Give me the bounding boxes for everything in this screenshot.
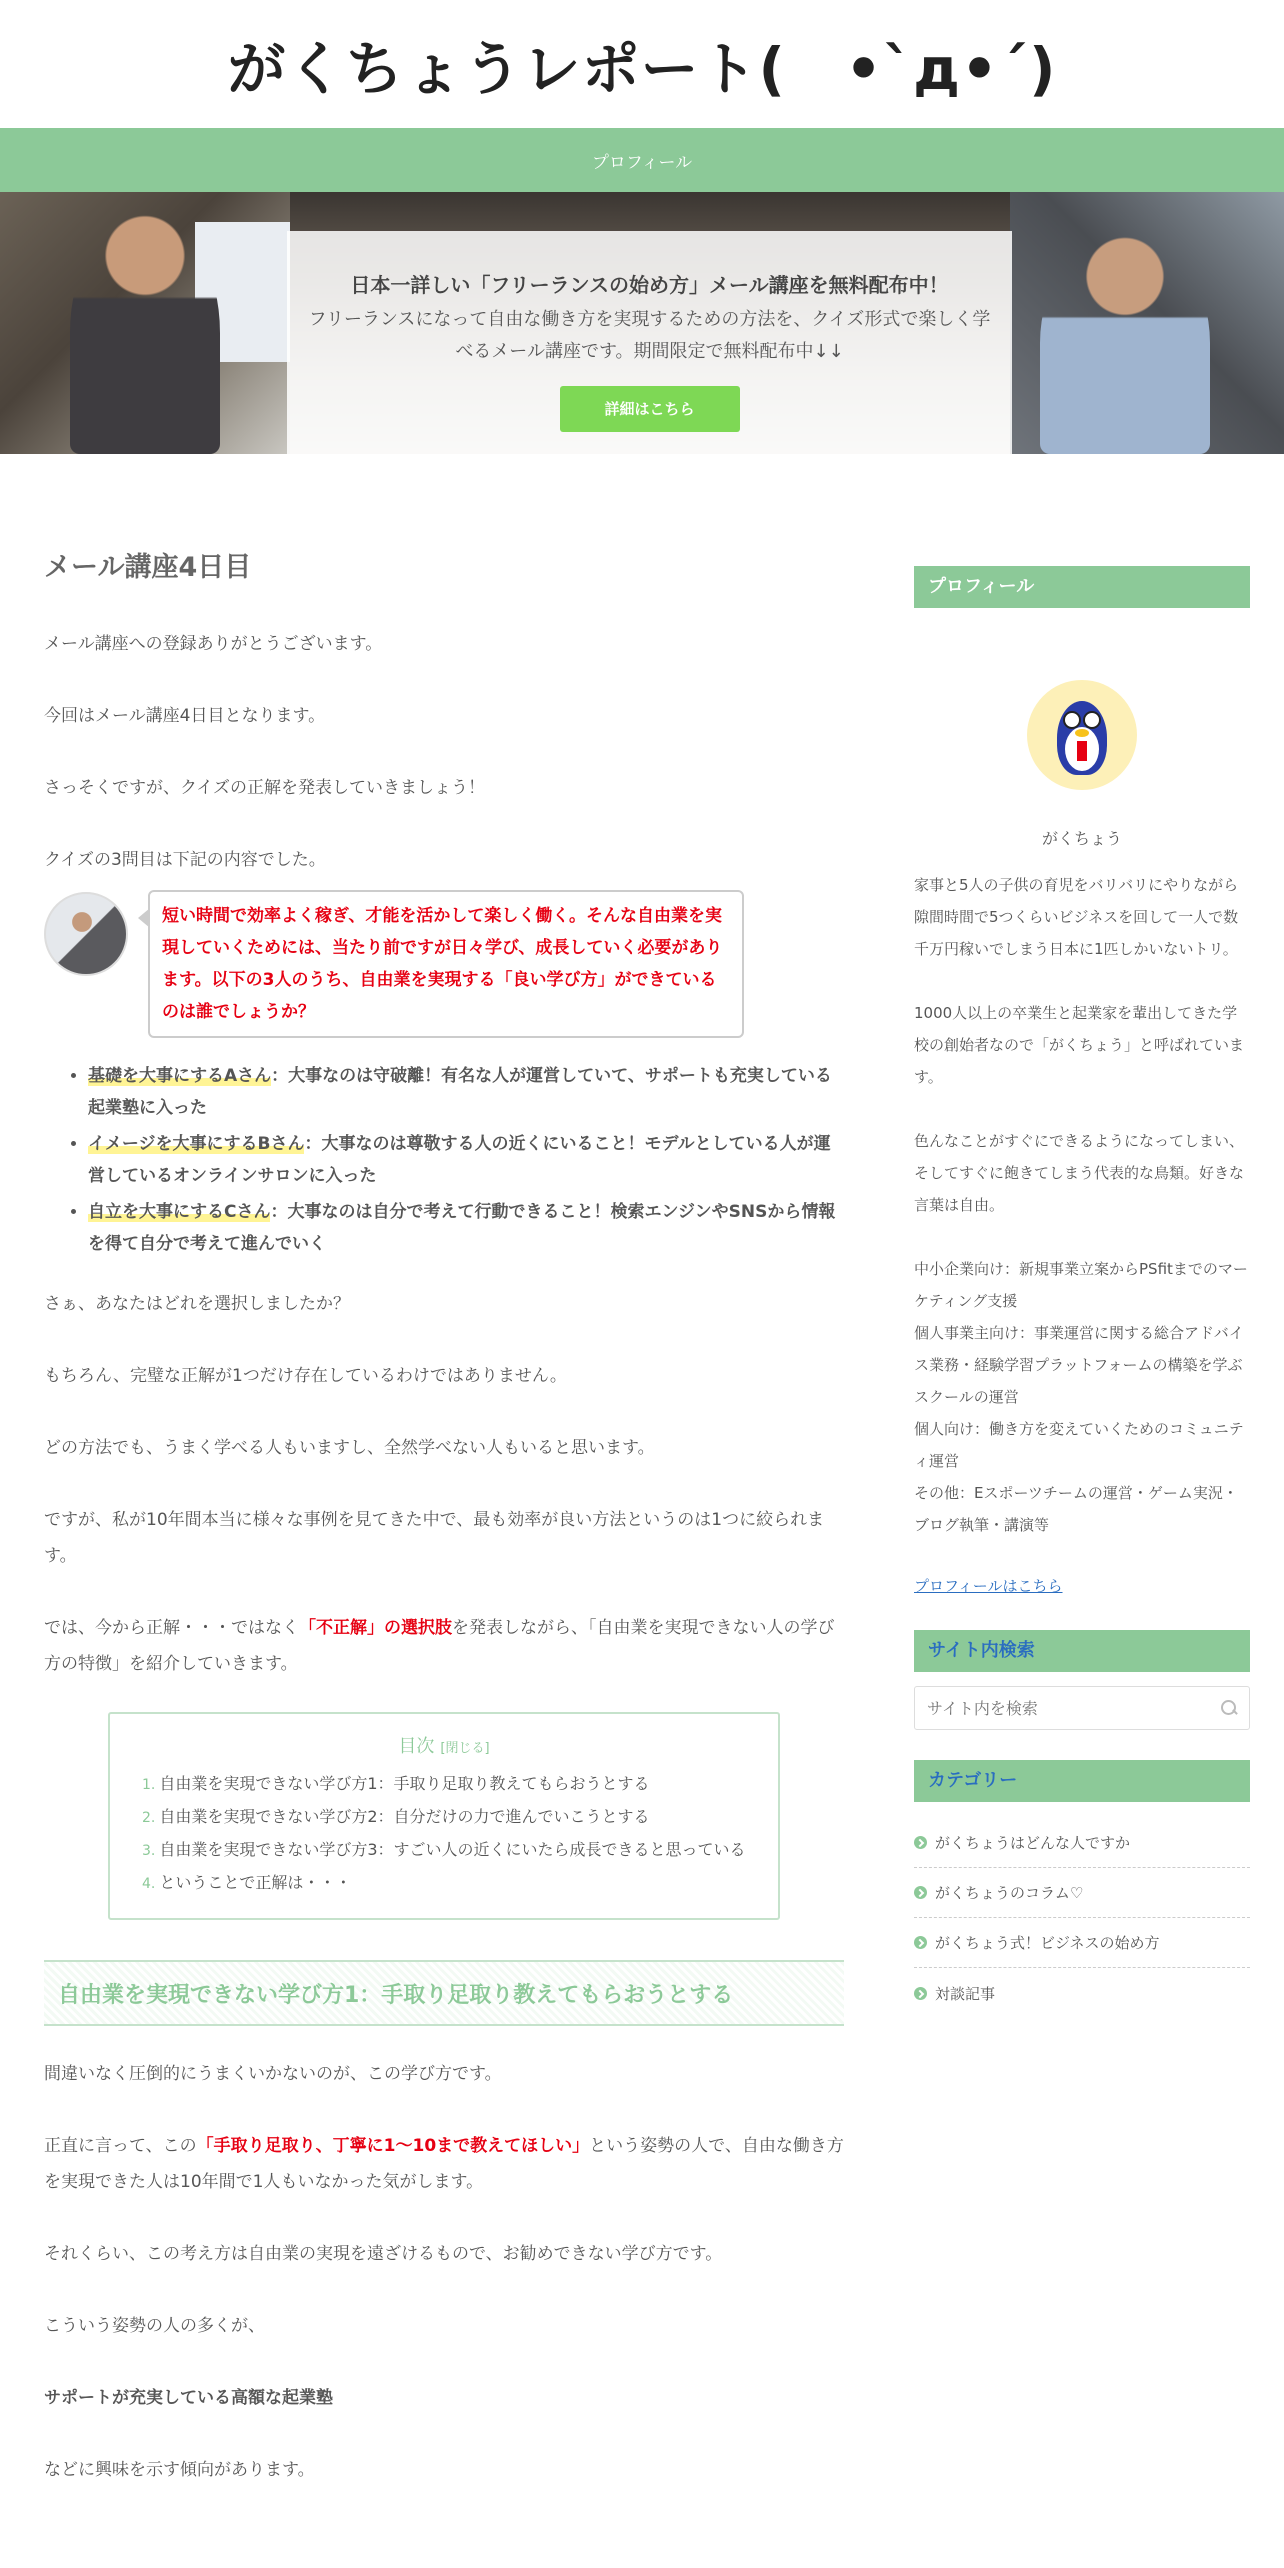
list-item bbox=[88, 1060, 844, 1124]
toc-item[interactable]: 4. ということで正解は・・・ bbox=[142, 1873, 352, 1892]
hero-speaker-right bbox=[1040, 232, 1210, 454]
emphasis-red: 「手取り足取り、丁寧に1～10まで教えてほしい」 bbox=[196, 2136, 590, 2156]
quiz-option-name: 自立を大事にするCさん bbox=[88, 1202, 271, 1222]
paragraph: さっそくですが、クイズの正解を発表していきましょう！ bbox=[44, 778, 485, 798]
sidebar bbox=[914, 566, 1250, 2018]
quiz-option-text: ：大事なのは自分で考えて行動できること！検索エンジンやSNSから情報を得て自分で考えて進んでいく bbox=[88, 1202, 836, 1254]
paragraph: では、今から正解・・・ではなく「不正解」の選択肢を発表しながら、「自由業を実現できない人の学び方の特徴」を紹介していきます。 bbox=[44, 1618, 835, 1674]
widget-title-category: カテゴリー bbox=[914, 1760, 1250, 1802]
search-input[interactable] bbox=[927, 1699, 1221, 1718]
profile-bio: 個人事業主向け：事業運営に関する総合アドバイス業務・経験学習プラットフォームの構築を学ぶスクールの運営 bbox=[914, 1324, 1244, 1406]
list-item bbox=[88, 1128, 844, 1192]
toc-toggle[interactable]: [閉じる] bbox=[440, 1741, 490, 1756]
chevron-right-icon bbox=[914, 1936, 927, 1949]
paragraph: さぁ、あなたはどれを選択しましたか？ bbox=[44, 1294, 350, 1314]
penguin-mascot-icon bbox=[1049, 695, 1115, 775]
paragraph: 正直に言って、この「手取り足取り、丁寧に1～10まで教えてほしい」という姿勢の人で、自由な働き方を実現できた人は10年間で1人もいなかった気がします。 bbox=[44, 2136, 844, 2192]
main-content bbox=[44, 548, 844, 2488]
toc-item[interactable]: 1. 自由業を実現できない学び方1：手取り足取り教えてもらおうとする bbox=[142, 1774, 650, 1793]
paragraph: 間違いなく圧倒的にうまくいかないのが、この学び方です。 bbox=[44, 2064, 502, 2084]
paragraph-bold: サポートが充実している高額な起業塾 bbox=[44, 2388, 333, 2408]
nav-item-profile[interactable]: プロフィール bbox=[591, 152, 693, 173]
section-heading: 自由業を実現できない学び方1：手取り足取り教えてもらおうとする bbox=[44, 1960, 844, 2026]
quiz-option-text: ：大事なのは守破離！有名な人が運営していて、サポートも充実している起業塾に入った bbox=[88, 1066, 832, 1118]
hero-heading: 日本一詳しい「フリーランスの始め方」メール講座を無料配布中！ bbox=[350, 273, 949, 297]
profile-bio: 個人向け：働き方を変えていくためのコミュニティ運営 bbox=[914, 1420, 1244, 1470]
site-title[interactable]: がくちょうレポート( •`д•´) bbox=[227, 35, 1057, 103]
widget-title-profile: プロフィール bbox=[914, 566, 1250, 608]
profile-link[interactable]: プロフィールはこちら bbox=[914, 1577, 1063, 1595]
category-item[interactable]: がくちょうのコラム♡ bbox=[914, 1868, 1250, 1918]
global-nav bbox=[0, 128, 1284, 192]
author-avatar bbox=[44, 892, 128, 976]
quiz-option-name: 基礎を大事にするAさん bbox=[88, 1066, 272, 1086]
hero-card bbox=[287, 231, 1012, 454]
emphasis-red: 「不正解」の選択肢 bbox=[299, 1618, 452, 1638]
search-box bbox=[914, 1686, 1250, 1730]
widget-title-search: サイト内検索 bbox=[914, 1630, 1250, 1672]
site-header bbox=[0, 0, 1284, 128]
category-item[interactable]: がくちょう式！ビジネスの始め方 bbox=[914, 1918, 1250, 1968]
toc-item[interactable]: 2. 自由業を実現できない学び方2：自分だけの力で進んでいこうとする bbox=[142, 1807, 650, 1826]
speech-balloon bbox=[44, 890, 844, 1038]
avatar bbox=[1027, 680, 1137, 790]
paragraph: 今回はメール講座4日目となります。 bbox=[44, 706, 326, 726]
paragraph: メール講座への登録ありがとうございます。 bbox=[44, 634, 383, 654]
table-of-contents bbox=[108, 1712, 780, 1920]
profile-bio: 家事と5人の子供の育児をバリバリにやりながら隙間時間で5つくらいビジネスを回して一人で数千万円稼いでしまう日本に1匹しかいないトリ。 bbox=[914, 876, 1239, 958]
profile-bio: 色んなことがすぐにできるようになってしまい、そしてすぐに飽きてしまう代表的な鳥類。好きな言葉は自由。 bbox=[914, 1132, 1245, 1214]
toc-title: 目次 [閉じる] bbox=[398, 1736, 490, 1757]
paragraph: クイズの3問目は下記の内容でした。 bbox=[44, 850, 326, 870]
quiz-option-name: イメージを大事にするBさん bbox=[88, 1134, 305, 1154]
paragraph: などに興味を示す傾向があります。 bbox=[44, 2460, 315, 2480]
profile-name: がくちょう bbox=[1041, 829, 1122, 848]
paragraph: こういう姿勢の人の多くが、 bbox=[44, 2316, 265, 2336]
hero-banner bbox=[0, 192, 1284, 454]
chevron-right-icon bbox=[914, 1886, 927, 1899]
paragraph: どの方法でも、うまく学べる人もいますし、全然学べない人もいると思います。 bbox=[44, 1438, 655, 1458]
category-list bbox=[914, 1818, 1250, 2018]
paragraph: もちろん、完璧な正解が1つだけ存在しているわけではありません。 bbox=[44, 1366, 567, 1386]
chevron-right-icon bbox=[914, 1836, 927, 1849]
profile-bio: 1000人以上の卒業生と起業家を輩出してきた学校の創始者なので「がくちょう」と呼ばれています。 bbox=[914, 1004, 1245, 1086]
search-icon[interactable] bbox=[1221, 1700, 1237, 1716]
chevron-right-icon bbox=[914, 1987, 927, 2000]
balloon-text: 短い時間で効率よく稼ぎ、才能を活かして楽しく働く。そんな自由業を実現していくためには、当たり前ですが日々学び、成長していく必要があります。以下の3人のうち、自由業を実現する「良い学び方」ができているのは誰でしょうか？ bbox=[148, 890, 744, 1038]
hero-speaker-left bbox=[70, 212, 220, 454]
profile-bio: 中小企業向け：新規事業立案からPSfitまでのマーケティング支援 bbox=[914, 1260, 1248, 1310]
quiz-options bbox=[44, 1060, 844, 1260]
page-title: メール講座4日目 bbox=[44, 552, 252, 583]
quiz-option-text: ：大事なのは尊敬する人の近くにいること！モデルとしている人が運営しているオンラインサロンに入った bbox=[88, 1134, 831, 1186]
paragraph: それくらい、この考え方は自由業の実現を遠ざけるもので、お勧めできない学び方です。 bbox=[44, 2244, 723, 2264]
category-item[interactable]: 対談記事 bbox=[914, 1968, 1250, 2018]
hero-text: フリーランスになって自由な働き方を実現するための方法を、クイズ形式で楽しく学べるメール講座です。期間限定で無料配布中↓↓ bbox=[308, 309, 991, 362]
hero-details-button[interactable]: 詳細はこちら bbox=[560, 386, 740, 432]
paragraph: ですが、私が10年間本当に様々な事例を見てきた中で、最も効率が良い方法というのは1つに絞られます。 bbox=[44, 1510, 825, 1566]
profile-bio: その他：Eスポーツチームの運営・ゲーム実況・ブログ執筆・講演等 bbox=[914, 1484, 1238, 1534]
list-item bbox=[88, 1196, 844, 1260]
category-item[interactable]: がくちょうはどんな人ですか bbox=[914, 1818, 1250, 1868]
toc-item[interactable]: 3. 自由業を実現できない学び方3：すごい人の近くにいたら成長できると思っている bbox=[142, 1840, 746, 1859]
